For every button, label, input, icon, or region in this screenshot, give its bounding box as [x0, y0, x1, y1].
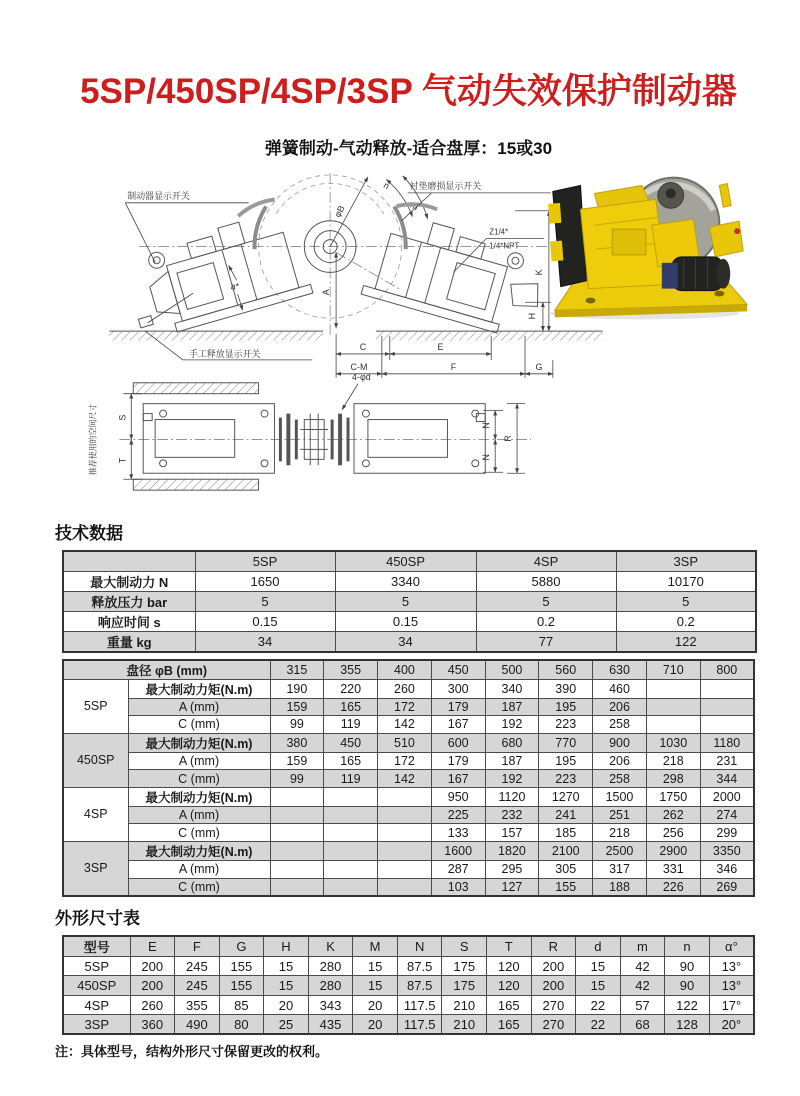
value-cell: 210 [442, 995, 487, 1015]
value-cell: 179 [431, 698, 485, 716]
table-row [63, 842, 754, 861]
figure-area [80, 169, 755, 517]
value-cell: 192 [485, 770, 539, 788]
dim-letter-header: E [130, 936, 175, 957]
table-row [63, 698, 754, 716]
table-row [63, 956, 754, 976]
value-cell [700, 679, 754, 698]
row-label-cell: 重量 kg [63, 631, 195, 652]
dim-letter-header: M [353, 936, 398, 957]
value-cell [270, 824, 324, 842]
value-cell: 103 [431, 878, 485, 896]
value-cell: 260 [130, 995, 175, 1015]
model-header-cell: 4SP [476, 551, 616, 571]
model-header-cell: 450SP [335, 551, 476, 571]
value-cell [646, 679, 700, 698]
value-cell: 251 [593, 806, 647, 824]
value-cell: 280 [308, 956, 353, 976]
model-label-cell: 3SP [63, 842, 128, 896]
attribute-label-cell: A (mm) [128, 752, 270, 770]
dim-S: S [117, 414, 128, 421]
value-cell: 770 [539, 733, 593, 752]
value-cell: 142 [378, 716, 432, 734]
value-cell: 122 [665, 995, 710, 1015]
dim-K: K [533, 269, 544, 276]
value-cell [378, 824, 432, 842]
dim-letter-header: K [308, 936, 353, 957]
value-cell [324, 842, 378, 861]
page-subtitle: 弹簧制动-气动释放-适合盘厚：15或30 [264, 139, 553, 158]
dim-letter-header: N [397, 936, 442, 957]
value-cell: 300 [431, 679, 485, 698]
value-cell: 0.2 [616, 611, 756, 631]
table-row [63, 976, 754, 996]
table-row [63, 571, 756, 591]
corner-cell [63, 551, 195, 571]
model-label-cell: 5SP [63, 679, 128, 733]
value-cell: 260 [378, 679, 432, 698]
value-cell: 950 [431, 787, 485, 806]
brake-display-switch-label: 制动器显示开关 [127, 190, 190, 201]
value-cell [324, 806, 378, 824]
dim-letter-header: H [264, 936, 309, 957]
dim-C: C [359, 341, 367, 352]
diameter-header-cell: 560 [539, 660, 593, 680]
header-row [63, 551, 756, 571]
value-cell [378, 842, 432, 861]
dim-F: F [450, 361, 457, 372]
table-row [63, 752, 754, 770]
value-cell: 226 [646, 878, 700, 896]
value-cell: 90 [665, 976, 710, 996]
value-cell: 34 [335, 631, 476, 652]
value-cell [324, 878, 378, 896]
value-cell: 15 [576, 956, 621, 976]
value-cell: 167 [431, 770, 485, 788]
table-row [63, 878, 754, 896]
value-cell: 85 [219, 995, 264, 1015]
value-cell: 1750 [646, 787, 700, 806]
table-row [63, 995, 754, 1015]
diameter-header-cell: 630 [593, 660, 647, 680]
dim-A: A [321, 289, 332, 296]
value-cell: 155 [219, 956, 264, 976]
value-cell: 175 [442, 976, 487, 996]
value-cell: 155 [219, 976, 264, 996]
value-cell: 165 [324, 752, 378, 770]
value-cell [324, 824, 378, 842]
value-cell [270, 861, 324, 879]
value-cell: 5 [476, 591, 616, 611]
value-cell: 600 [431, 733, 485, 752]
value-cell: 5 [195, 591, 335, 611]
value-cell: 1650 [195, 571, 335, 591]
value-cell: 187 [485, 752, 539, 770]
value-cell [700, 698, 754, 716]
value-cell [378, 861, 432, 879]
value-cell: 80 [219, 1015, 264, 1035]
model-label-cell: 5SP [63, 956, 130, 976]
value-cell: 87.5 [397, 956, 442, 976]
value-cell: 3340 [335, 571, 476, 591]
value-cell: 380 [270, 733, 324, 752]
attribute-label-cell: A (mm) [128, 806, 270, 824]
value-cell: 270 [531, 995, 576, 1015]
dim-R: R [503, 435, 514, 442]
value-cell: 195 [539, 752, 593, 770]
value-cell: 192 [485, 716, 539, 734]
value-cell: 15 [576, 976, 621, 996]
value-cell: 0.15 [195, 611, 335, 631]
thread-spec-top: Z1/4* [489, 227, 509, 237]
value-cell: 360 [130, 1015, 175, 1035]
attribute-label-cell: C (mm) [128, 878, 270, 896]
value-cell: 5 [335, 591, 476, 611]
model-label-cell: 450SP [63, 733, 128, 787]
value-cell: 1820 [485, 842, 539, 861]
value-cell: 20° [709, 1015, 754, 1035]
dim-letter-header: S [442, 936, 487, 957]
value-cell: 340 [485, 679, 539, 698]
value-cell: 159 [270, 752, 324, 770]
value-cell: 218 [593, 824, 647, 842]
diameter-header-cell: 315 [270, 660, 324, 680]
value-cell: 1270 [539, 787, 593, 806]
value-cell: 120 [487, 956, 532, 976]
value-cell: 299 [700, 824, 754, 842]
value-cell: 256 [646, 824, 700, 842]
dim-T: T [117, 457, 128, 464]
attribute-label-cell: 最大制动力矩(N.m) [128, 842, 270, 861]
value-cell: 10170 [616, 571, 756, 591]
value-cell: 185 [539, 824, 593, 842]
value-cell: 117.5 [397, 1015, 442, 1035]
disc-diameter-header-cell: 盘径 φB (mm) [63, 660, 270, 680]
value-cell: 390 [539, 679, 593, 698]
left-caliper [117, 196, 313, 342]
value-cell: 231 [700, 752, 754, 770]
table-row [63, 716, 754, 734]
value-cell [270, 806, 324, 824]
dim-H: H [526, 312, 537, 320]
space-note-label: 推荐使用的空间尺寸 [88, 403, 98, 476]
datasheet-page [0, 64, 800, 1096]
table-row [63, 631, 756, 652]
value-cell: 295 [485, 861, 539, 879]
dim-letter-header: m [620, 936, 665, 957]
value-cell: 206 [593, 752, 647, 770]
value-cell: 200 [130, 976, 175, 996]
value-cell: 3350 [700, 842, 754, 861]
value-cell: 346 [700, 861, 754, 879]
value-cell: 269 [700, 878, 754, 896]
value-cell: 179 [431, 752, 485, 770]
table-row [63, 611, 756, 631]
value-cell: 5 [616, 591, 756, 611]
dim-G: G [535, 361, 543, 372]
value-cell: 223 [539, 716, 593, 734]
value-cell: 5880 [476, 571, 616, 591]
value-cell: 258 [593, 716, 647, 734]
value-cell: 99 [270, 716, 324, 734]
value-cell: 331 [646, 861, 700, 879]
value-cell: 87.5 [397, 976, 442, 996]
value-cell: 510 [378, 733, 432, 752]
page-title: 5SP/450SP/4SP/3SP 气动失效保护制动器 [80, 72, 737, 111]
header-row [63, 660, 754, 680]
value-cell [378, 878, 432, 896]
model-header-cell: 5SP [195, 551, 335, 571]
tech-data-table [62, 550, 757, 653]
value-cell: 2900 [646, 842, 700, 861]
value-cell: 298 [646, 770, 700, 788]
model-label-cell: 450SP [63, 976, 130, 996]
value-cell: 117.5 [397, 995, 442, 1015]
value-cell: 200 [531, 976, 576, 996]
value-cell: 218 [646, 752, 700, 770]
value-cell: 200 [531, 956, 576, 976]
value-cell: 258 [593, 770, 647, 788]
model-label-cell: 4SP [63, 995, 130, 1015]
attribute-label-cell: 最大制动力矩(N.m) [128, 787, 270, 806]
value-cell: 287 [431, 861, 485, 879]
value-cell: 165 [487, 995, 532, 1015]
value-cell: 1600 [431, 842, 485, 861]
diameter-header-cell: 710 [646, 660, 700, 680]
value-cell: 15 [353, 976, 398, 996]
value-cell: 175 [442, 956, 487, 976]
value-cell: 450 [324, 733, 378, 752]
dim-letter-header: d [576, 936, 621, 957]
diameter-header-cell: 450 [431, 660, 485, 680]
manual-release-switch-label: 手工释放显示开关 [188, 348, 261, 359]
model-column-header: 型号 [63, 936, 130, 957]
attribute-label-cell: 最大制动力矩(N.m) [128, 733, 270, 752]
attribute-label-cell: 最大制动力矩(N.m) [128, 679, 270, 698]
dim-n-angle: n [381, 179, 392, 192]
value-cell: 17° [709, 995, 754, 1015]
value-cell: 22 [576, 1015, 621, 1035]
dim-C-M: C-M [350, 361, 368, 372]
value-cell: 77 [476, 631, 616, 652]
value-cell: 128 [665, 1015, 710, 1035]
value-cell: 680 [485, 733, 539, 752]
value-cell: 99 [270, 770, 324, 788]
value-cell: 210 [442, 1015, 487, 1035]
value-cell: 343 [308, 995, 353, 1015]
value-cell [700, 716, 754, 734]
dim-letter-header: R [531, 936, 576, 957]
value-cell: 195 [539, 698, 593, 716]
dim-letter-header: G [219, 936, 264, 957]
value-cell: 13° [709, 976, 754, 996]
value-cell: 20 [353, 995, 398, 1015]
value-cell: 490 [175, 1015, 220, 1035]
attribute-label-cell: C (mm) [128, 716, 270, 734]
dim-alpha-angle: a* [230, 281, 240, 292]
table-row [63, 806, 754, 824]
value-cell [270, 787, 324, 806]
value-cell: 57 [620, 995, 665, 1015]
row-label-cell: 最大制动力 N [63, 571, 195, 591]
dim-m-angle: m [408, 199, 421, 213]
value-cell: 25 [264, 1015, 309, 1035]
plan-view [87, 372, 530, 490]
torque-table [62, 659, 755, 897]
dim-N-top: N [481, 422, 492, 429]
table-row [63, 861, 754, 879]
value-cell: 120 [487, 976, 532, 996]
table-row [63, 1015, 754, 1035]
table-row [63, 591, 756, 611]
value-cell: 270 [531, 1015, 576, 1035]
dim-disc-diameter: φB [332, 203, 347, 219]
value-cell: 223 [539, 770, 593, 788]
diameter-header-cell: 400 [378, 660, 432, 680]
value-cell: 122 [616, 631, 756, 652]
table-row [63, 733, 754, 752]
value-cell: 119 [324, 716, 378, 734]
dim-letter-header: F [175, 936, 220, 957]
value-cell: 317 [593, 861, 647, 879]
value-cell [270, 878, 324, 896]
dim-letter-header: α° [709, 936, 754, 957]
value-cell: 220 [324, 679, 378, 698]
bolt-holes-label: 4-φd [352, 371, 371, 382]
value-cell: 34 [195, 631, 335, 652]
row-label-cell: 释放压力 bar [63, 591, 195, 611]
value-cell [270, 842, 324, 861]
value-cell: 20 [353, 1015, 398, 1035]
value-cell: 15 [264, 976, 309, 996]
value-cell: 22 [576, 995, 621, 1015]
value-cell: 157 [485, 824, 539, 842]
value-cell: 13° [709, 956, 754, 976]
value-cell: 42 [620, 956, 665, 976]
attribute-label-cell: A (mm) [128, 698, 270, 716]
value-cell: 133 [431, 824, 485, 842]
value-cell: 274 [700, 806, 754, 824]
value-cell: 159 [270, 698, 324, 716]
value-cell: 245 [175, 956, 220, 976]
table-row [63, 770, 754, 788]
value-cell: 165 [324, 698, 378, 716]
model-header-cell: 3SP [616, 551, 756, 571]
value-cell: 200 [130, 956, 175, 976]
value-cell: 2500 [593, 842, 647, 861]
value-cell [378, 806, 432, 824]
value-cell: 435 [308, 1015, 353, 1035]
thread-spec-bottom: 1/4*NPT [489, 241, 520, 251]
value-cell: 0.15 [335, 611, 476, 631]
value-cell: 241 [539, 806, 593, 824]
table-row [63, 787, 754, 806]
value-cell [324, 861, 378, 879]
value-cell: 1030 [646, 733, 700, 752]
value-cell: 280 [308, 976, 353, 996]
value-cell: 460 [593, 679, 647, 698]
diameter-header-cell: 800 [700, 660, 754, 680]
model-label-cell: 4SP [63, 787, 128, 841]
value-cell: 2000 [700, 787, 754, 806]
dim-N-bottom: N [481, 454, 492, 461]
value-cell: 188 [593, 878, 647, 896]
attribute-label-cell: C (mm) [128, 824, 270, 842]
value-cell [324, 787, 378, 806]
value-cell: 42 [620, 976, 665, 996]
pad-wear-display-switch-label: 衬垫磨损显示开关 [409, 180, 482, 191]
product-photo-illustration [548, 178, 747, 320]
value-cell: 225 [431, 806, 485, 824]
value-cell: 344 [700, 770, 754, 788]
value-cell: 142 [378, 770, 432, 788]
footnote: 注：具体型号，结构外形尺寸保留更改的权利。 [55, 1044, 329, 1060]
value-cell: 2100 [539, 842, 593, 861]
table-row [63, 824, 754, 842]
dimension-table [62, 935, 755, 1036]
value-cell: 15 [353, 956, 398, 976]
model-label-cell: 3SP [63, 1015, 130, 1035]
value-cell: 190 [270, 679, 324, 698]
header-row [63, 936, 754, 957]
value-cell [646, 716, 700, 734]
air-cylinder [672, 257, 724, 291]
pad-plate [553, 186, 587, 287]
value-cell [646, 698, 700, 716]
value-cell: 900 [593, 733, 647, 752]
value-cell: 165 [487, 1015, 532, 1035]
attribute-label-cell: C (mm) [128, 770, 270, 788]
value-cell: 262 [646, 806, 700, 824]
diameter-header-cell: 355 [324, 660, 378, 680]
value-cell: 355 [175, 995, 220, 1015]
value-cell: 119 [324, 770, 378, 788]
value-cell: 15 [264, 956, 309, 976]
value-cell: 232 [485, 806, 539, 824]
value-cell: 187 [485, 698, 539, 716]
table-row [63, 679, 754, 698]
value-cell: 206 [593, 698, 647, 716]
diameter-header-cell: 500 [485, 660, 539, 680]
product-photo [525, 165, 755, 323]
value-cell: 245 [175, 976, 220, 996]
value-cell: 305 [539, 861, 593, 879]
section-heading-tech-data: 技术数据 [55, 524, 123, 543]
value-cell: 155 [539, 878, 593, 896]
value-cell: 90 [665, 956, 710, 976]
value-cell: 127 [485, 878, 539, 896]
dim-letter-header: n [665, 936, 710, 957]
value-cell [378, 787, 432, 806]
value-cell: 1180 [700, 733, 754, 752]
value-cell: 20 [264, 995, 309, 1015]
value-cell: 68 [620, 1015, 665, 1035]
value-cell: 167 [431, 716, 485, 734]
value-cell: 1120 [485, 787, 539, 806]
section-heading-dimensions: 外形尺寸表 [55, 908, 140, 928]
value-cell: 172 [378, 752, 432, 770]
value-cell: 172 [378, 698, 432, 716]
dim-letter-header: T [487, 936, 532, 957]
row-label-cell: 响应时间 s [63, 611, 195, 631]
value-cell: 1500 [593, 787, 647, 806]
attribute-label-cell: A (mm) [128, 861, 270, 879]
dim-E: E [437, 341, 444, 352]
value-cell: 0.2 [476, 611, 616, 631]
